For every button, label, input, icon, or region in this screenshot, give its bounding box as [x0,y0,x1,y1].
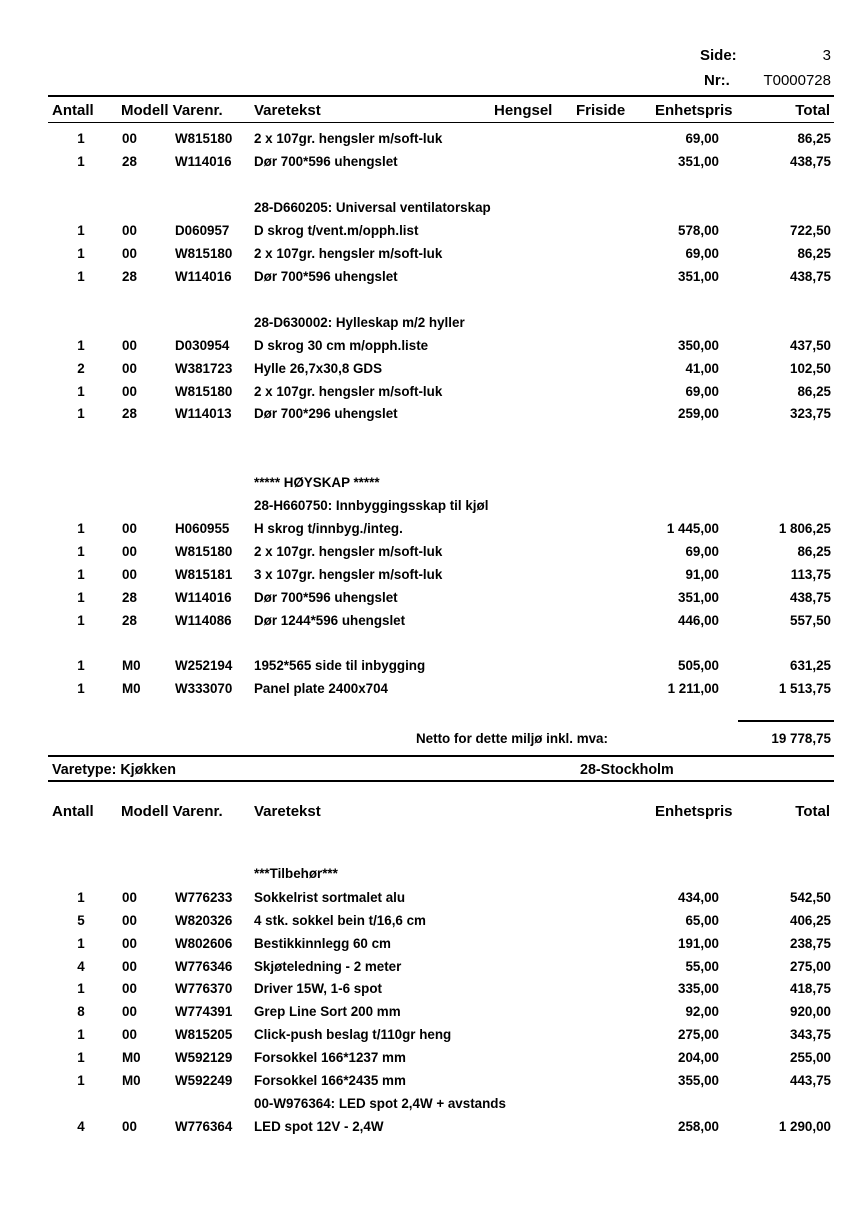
item-number: W592129 [175,1050,233,1065]
description: H skrog t/innbyg./integ. [254,521,403,536]
model: 00 [122,384,137,399]
unit-price: 69,00 [685,544,719,559]
item-number: W802606 [175,936,233,951]
model: 00 [122,567,137,582]
line-total: 920,00 [790,1004,831,1019]
model: 28 [122,154,137,169]
quantity: 1 [77,613,85,628]
item-number: W592249 [175,1073,233,1088]
model: 00 [122,913,137,928]
description: 1952*565 side til inbygging [254,658,426,673]
column-header-rule [48,122,834,123]
group-heading: ***Tilbehør*** [254,866,338,881]
line-total: 238,75 [790,936,831,951]
quantity: 1 [77,131,85,146]
line-total: 631,25 [790,658,831,673]
line-total: 1 513,75 [778,681,831,696]
quantity: 1 [77,1027,85,1042]
description: Grep Line Sort 200 mm [254,1004,401,1019]
varetype-top-rule [48,755,834,757]
description: Sokkelrist sortmalet alu [254,890,406,905]
line-total: 437,50 [790,338,831,353]
item-number: W815181 [175,567,233,582]
unit-price: 446,00 [678,613,719,628]
side-label: Side: [700,47,737,64]
line-total: 438,75 [790,269,831,284]
model: 28 [122,269,137,284]
group-heading: ***** HØYSKAP ***** [254,475,380,490]
col-antall: Antall [52,102,94,119]
item-number: W815180 [175,544,233,559]
model: 00 [122,936,137,951]
quantity: 1 [77,521,85,536]
model: 00 [122,1004,137,1019]
line-total: 443,75 [790,1073,831,1088]
line-total: 722,50 [790,223,831,238]
col-enhetspris: Enhetspris [655,803,733,820]
model: M0 [122,658,141,673]
header-rule [48,95,834,97]
unit-price: 1 445,00 [666,521,719,536]
line-total: 113,75 [790,567,831,582]
quantity: 4 [77,1119,85,1134]
unit-price: 204,00 [678,1050,719,1065]
quantity: 4 [77,959,85,974]
model: 00 [122,890,137,905]
model: 00 [122,131,137,146]
quantity: 8 [77,1004,85,1019]
line-total: 323,75 [790,406,831,421]
quantity: 1 [77,269,85,284]
unit-price: 55,00 [685,959,719,974]
description: Dør 700*596 uhengslet [254,590,398,605]
item-number: W776370 [175,981,233,996]
unit-price: 191,00 [678,936,719,951]
item-number: W776364 [175,1119,233,1134]
quantity: 1 [77,223,85,238]
model: 28 [122,406,137,421]
description: Hylle 26,7x30,8 GDS [254,361,383,376]
description: Dør 1244*596 uhengslet [254,613,406,628]
description: Dør 700*596 uhengslet [254,269,398,284]
unit-price: 350,00 [678,338,719,353]
unit-price: 505,00 [678,658,719,673]
group-heading: 28-D660205: Universal ventilatorskap [254,200,491,215]
description: 3 x 107gr. hengsler m/soft-luk [254,567,443,582]
description: 4 stk. sokkel bein t/16,6 cm [254,913,426,928]
line-total: 86,25 [797,246,831,261]
item-number: W114016 [175,269,232,284]
line-total: 1 290,00 [778,1119,831,1134]
item-number: W114016 [175,154,232,169]
group-heading: 00-W976364: LED spot 2,4W + avstands [254,1096,506,1111]
item-number: W815180 [175,384,233,399]
unit-price: 92,00 [685,1004,719,1019]
item-number: W815180 [175,131,233,146]
side-value: 3 [822,47,831,64]
unit-price: 578,00 [678,223,719,238]
quantity: 1 [77,936,85,951]
model: 00 [122,981,137,996]
col-varetekst: Varetekst [254,803,321,820]
model: 00 [122,959,137,974]
unit-price: 69,00 [685,246,719,261]
description: Skjøteledning - 2 meter [254,959,402,974]
item-number: D060957 [175,223,230,238]
description: LED spot 12V - 2,4W [254,1119,384,1134]
item-number: W820326 [175,913,233,928]
description: 2 x 107gr. hengsler m/soft-luk [254,246,443,261]
item-number: H060955 [175,521,230,536]
col-total: Total [795,803,830,820]
description: Click-push beslag t/110gr heng [254,1027,452,1042]
item-number: W114016 [175,590,232,605]
item-number: W114013 [175,406,232,421]
item-number: W776233 [175,890,233,905]
item-number: W815205 [175,1027,233,1042]
nr-label: Nr:. [704,72,730,89]
netto-label: Netto for dette miljø inkl. mva: [416,731,608,746]
quantity: 1 [77,154,85,169]
quantity: 1 [77,384,85,399]
description: 2 x 107gr. hengsler m/soft-luk [254,544,443,559]
unit-price: 41,00 [685,361,719,376]
item-number: W333070 [175,681,233,696]
unit-price: 275,00 [678,1027,719,1042]
description: D skrog 30 cm m/opph.liste [254,338,429,353]
line-total: 542,50 [790,890,831,905]
line-total: 86,25 [797,384,831,399]
unit-price: 355,00 [678,1073,719,1088]
model: 00 [122,223,137,238]
model: 28 [122,590,137,605]
col-hengsel: Hengsel [494,102,553,119]
col-modell-varenr: Modell Varenr. [121,102,223,119]
col-modell-varenr: Modell Varenr. [121,803,223,820]
unit-price: 1 211,00 [667,681,719,696]
item-number: W815180 [175,246,233,261]
line-total: 438,75 [790,590,831,605]
quantity: 1 [77,544,85,559]
line-total: 86,25 [797,131,831,146]
model: 00 [122,544,137,559]
col-friside: Friside [576,102,626,119]
varetype-bottom-rule [48,780,834,782]
line-total: 343,75 [790,1027,831,1042]
model: 00 [122,521,137,536]
quantity: 1 [77,406,85,421]
description: 2 x 107gr. hengsler m/soft-luk [254,131,443,146]
unit-price: 69,00 [685,384,719,399]
description: Forsokkel 166*2435 mm [254,1073,406,1088]
model: M0 [122,1050,141,1065]
quantity: 1 [77,681,85,696]
quantity: 1 [77,1050,85,1065]
quantity: 5 [77,913,85,928]
unit-price: 69,00 [685,131,719,146]
col-enhetspris: Enhetspris [655,102,733,119]
group-heading: 28-H660750: Innbyggingsskap til kjøl [254,498,489,513]
quantity: 1 [77,658,85,673]
line-total: 1 806,25 [778,521,831,536]
line-total: 102,50 [790,361,831,376]
item-number: W381723 [175,361,233,376]
line-total: 255,00 [790,1050,831,1065]
item-number: W252194 [175,658,233,673]
line-total: 438,75 [790,154,831,169]
line-total: 86,25 [797,544,831,559]
line-total: 275,00 [790,959,831,974]
quantity: 1 [77,246,85,261]
nr-value: T0000728 [763,72,831,89]
item-number: W776346 [175,959,233,974]
unit-price: 351,00 [678,154,719,169]
item-number: W114086 [175,613,232,628]
description: D skrog t/vent.m/opph.list [254,223,419,238]
description: Bestikkinnlegg 60 cm [254,936,391,951]
varetype-label: Varetype: Kjøkken [52,762,176,778]
unit-price: 258,00 [678,1119,719,1134]
model: M0 [122,681,141,696]
line-total: 557,50 [790,613,831,628]
model: 00 [122,361,137,376]
unit-price: 434,00 [678,890,719,905]
netto-value: 19 778,75 [771,731,831,746]
unit-price: 351,00 [678,590,719,605]
quantity: 1 [77,590,85,605]
description: Dør 700*296 uhengslet [254,406,398,421]
quantity: 1 [77,338,85,353]
line-total: 406,25 [790,913,831,928]
quantity: 1 [77,890,85,905]
item-number: W774391 [175,1004,233,1019]
stockholm-label: 28-Stockholm [580,762,674,778]
description: 2 x 107gr. hengsler m/soft-luk [254,384,443,399]
quantity: 2 [77,361,85,376]
unit-price: 259,00 [678,406,719,421]
col-antall: Antall [52,803,94,820]
unit-price: 351,00 [678,269,719,284]
description: Driver 15W, 1-6 spot [254,981,383,996]
group-heading: 28-D630002: Hylleskap m/2 hyller [254,315,465,330]
unit-price: 91,00 [685,567,719,582]
line-total: 418,75 [790,981,831,996]
model: 00 [122,1027,137,1042]
col-varetekst: Varetekst [254,102,321,119]
description: Panel plate 2400x704 [254,681,388,696]
model: 00 [122,338,137,353]
model: 00 [122,1119,137,1134]
quantity: 1 [77,1073,85,1088]
unit-price: 335,00 [678,981,719,996]
model: M0 [122,1073,141,1088]
col-total: Total [795,102,830,119]
description: Dør 700*596 uhengslet [254,154,398,169]
item-number: D030954 [175,338,230,353]
model: 28 [122,613,137,628]
netto-rule [738,720,834,722]
description: Forsokkel 166*1237 mm [254,1050,406,1065]
quantity: 1 [77,567,85,582]
model: 00 [122,246,137,261]
unit-price: 65,00 [685,913,719,928]
quantity: 1 [77,981,85,996]
